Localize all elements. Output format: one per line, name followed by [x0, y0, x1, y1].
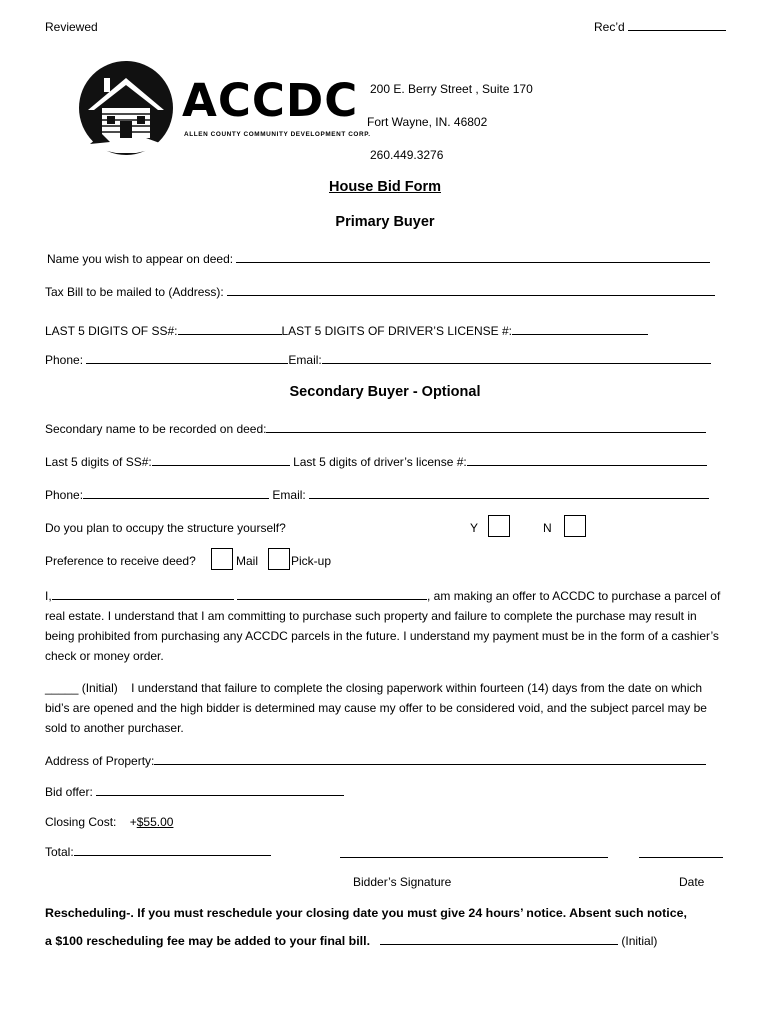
- purchase-statement: [45, 586, 725, 666]
- statement-text: , am making an offer to ACCDC to purchase a parcel of real estate. I understand that I am committing to purchase such property and failure to complete the purchase may result in being prohibited from purchasing any ACCDC parcels in the future. I understand my payment must be in the form of a cashier’s check or money order.: [45, 589, 721, 663]
- primary-dl-input[interactable]: [512, 324, 648, 335]
- secondary-contact-field: [45, 488, 709, 502]
- closing-cost-value: $55.00: [136, 815, 174, 829]
- closing-cost-field: [45, 815, 173, 829]
- statement-name-input-1[interactable]: [52, 589, 234, 600]
- date-input[interactable]: [639, 847, 723, 858]
- rescheduling-line-1: Rescheduling-. If you must reschedule your closing date you must give 24 hours’ notice. Absent such notice,: [45, 906, 687, 920]
- secondary-dl-label: Last 5 digits of driver’s license #:: [293, 455, 467, 469]
- tax-bill-field: [45, 285, 715, 299]
- property-address-label: Address of Property:: [45, 754, 155, 768]
- rescheduling-line-2: a $100 rescheduling fee may be added to your final bill.: [45, 934, 371, 948]
- secondary-id-field: [45, 455, 707, 469]
- bid-offer-field: [45, 785, 344, 799]
- occupy-no-label: N: [543, 521, 552, 535]
- recd-blank[interactable]: [628, 20, 726, 31]
- accdc-logo: [76, 58, 371, 158]
- recd-label: Rec’d: [594, 20, 625, 34]
- occupy-yes-checkbox[interactable]: [488, 515, 510, 537]
- property-address-field: [45, 754, 706, 768]
- date-label: Date: [679, 875, 705, 889]
- statement-name-input-2[interactable]: [237, 589, 427, 600]
- deed-name-input[interactable]: [236, 252, 710, 263]
- rescheduling-initial-input[interactable]: [380, 934, 618, 945]
- primary-buyer-heading: Primary Buyer: [335, 214, 435, 230]
- initial-clause-blank[interactable]: _____: [45, 681, 79, 695]
- statement-prefix: I,: [45, 589, 52, 603]
- address-street: 200 E. Berry Street , Suite 170: [370, 82, 533, 96]
- recd-field: [594, 20, 726, 34]
- deed-name-label: Name you wish to appear on deed:: [47, 252, 234, 266]
- address-phone: 260.449.3276: [370, 148, 444, 162]
- primary-dl-label: LAST 5 DIGITS OF DRIVER’S LICENSE #:: [281, 324, 513, 338]
- secondary-buyer-heading: Secondary Buyer - Optional: [289, 384, 481, 400]
- signature-label: Bidder’s Signature: [353, 875, 452, 889]
- primary-id-field: [45, 324, 648, 338]
- bid-offer-label: Bid offer:: [45, 785, 93, 799]
- total-input[interactable]: [74, 845, 271, 856]
- primary-ss-label: LAST 5 DIGITS OF SS#:: [45, 324, 178, 338]
- primary-contact-field: [45, 353, 711, 367]
- primary-phone-input[interactable]: [86, 353, 288, 364]
- initial-clause-text: I understand that failure to complete the closing paperwork within fourteen (14) days from the date on which bid’s are opened and the high bidder is determined may cause my offer to be considered void, and the subject parcel may be sold to another purchaser.: [45, 681, 707, 735]
- occupy-question: Do you plan to occupy the structure yourself?: [45, 521, 286, 535]
- secondary-phone-label: Phone:: [45, 488, 84, 502]
- deed-pickup-label: Pick-up: [291, 554, 332, 568]
- secondary-dl-input[interactable]: [467, 455, 707, 466]
- deed-mail-label: Mail: [236, 554, 259, 568]
- initial-clause: [45, 678, 725, 738]
- closing-cost-label: Closing Cost:: [45, 815, 117, 829]
- primary-email-label: Email:: [288, 353, 322, 367]
- occupy-yes-label: Y: [470, 521, 479, 535]
- rescheduling-line-2-wrap: [45, 934, 657, 948]
- secondary-email-input[interactable]: [309, 488, 709, 499]
- secondary-ss-input[interactable]: [152, 455, 290, 466]
- tax-bill-input[interactable]: [227, 285, 715, 296]
- primary-ss-input[interactable]: [178, 324, 282, 335]
- secondary-name-label: Secondary name to be recorded on deed:: [45, 422, 267, 436]
- secondary-name-field: [45, 422, 706, 436]
- occupy-no-checkbox[interactable]: [564, 515, 586, 537]
- address-city: Fort Wayne, IN. 46802: [367, 115, 488, 129]
- secondary-ss-label: Last 5 digits of SS#:: [45, 455, 152, 469]
- deed-mail-checkbox[interactable]: [211, 548, 233, 570]
- rescheduling-initial-label: (Initial): [621, 934, 658, 948]
- closing-cost-prefix: +: [129, 815, 137, 829]
- total-field: [45, 845, 271, 859]
- total-label: Total:: [45, 845, 74, 859]
- bid-offer-input[interactable]: [96, 785, 344, 796]
- initial-clause-initial: (Initial): [81, 681, 118, 695]
- secondary-phone-input[interactable]: [83, 488, 269, 499]
- form-title: House Bid Form: [329, 179, 441, 195]
- primary-email-input[interactable]: [322, 353, 711, 364]
- secondary-name-input[interactable]: [266, 422, 706, 433]
- deed-pickup-checkbox[interactable]: [268, 548, 290, 570]
- signature-input[interactable]: [340, 847, 608, 858]
- deed-pref-question: Preference to receive deed?: [45, 554, 196, 568]
- reviewed-label: Reviewed: [45, 20, 98, 34]
- logo-subtitle: ALLEN COUNTY COMMUNITY DEVELOPMENT CORP.: [184, 131, 371, 138]
- deed-name-field: [47, 252, 710, 266]
- primary-phone-label: Phone:: [45, 353, 84, 367]
- tax-bill-label: Tax Bill to be mailed to (Address):: [45, 285, 224, 299]
- house-logo-icon: [76, 58, 176, 158]
- logo-name: ACCDC: [182, 74, 359, 127]
- secondary-email-label: Email:: [272, 488, 306, 502]
- property-address-input[interactable]: [154, 754, 706, 765]
